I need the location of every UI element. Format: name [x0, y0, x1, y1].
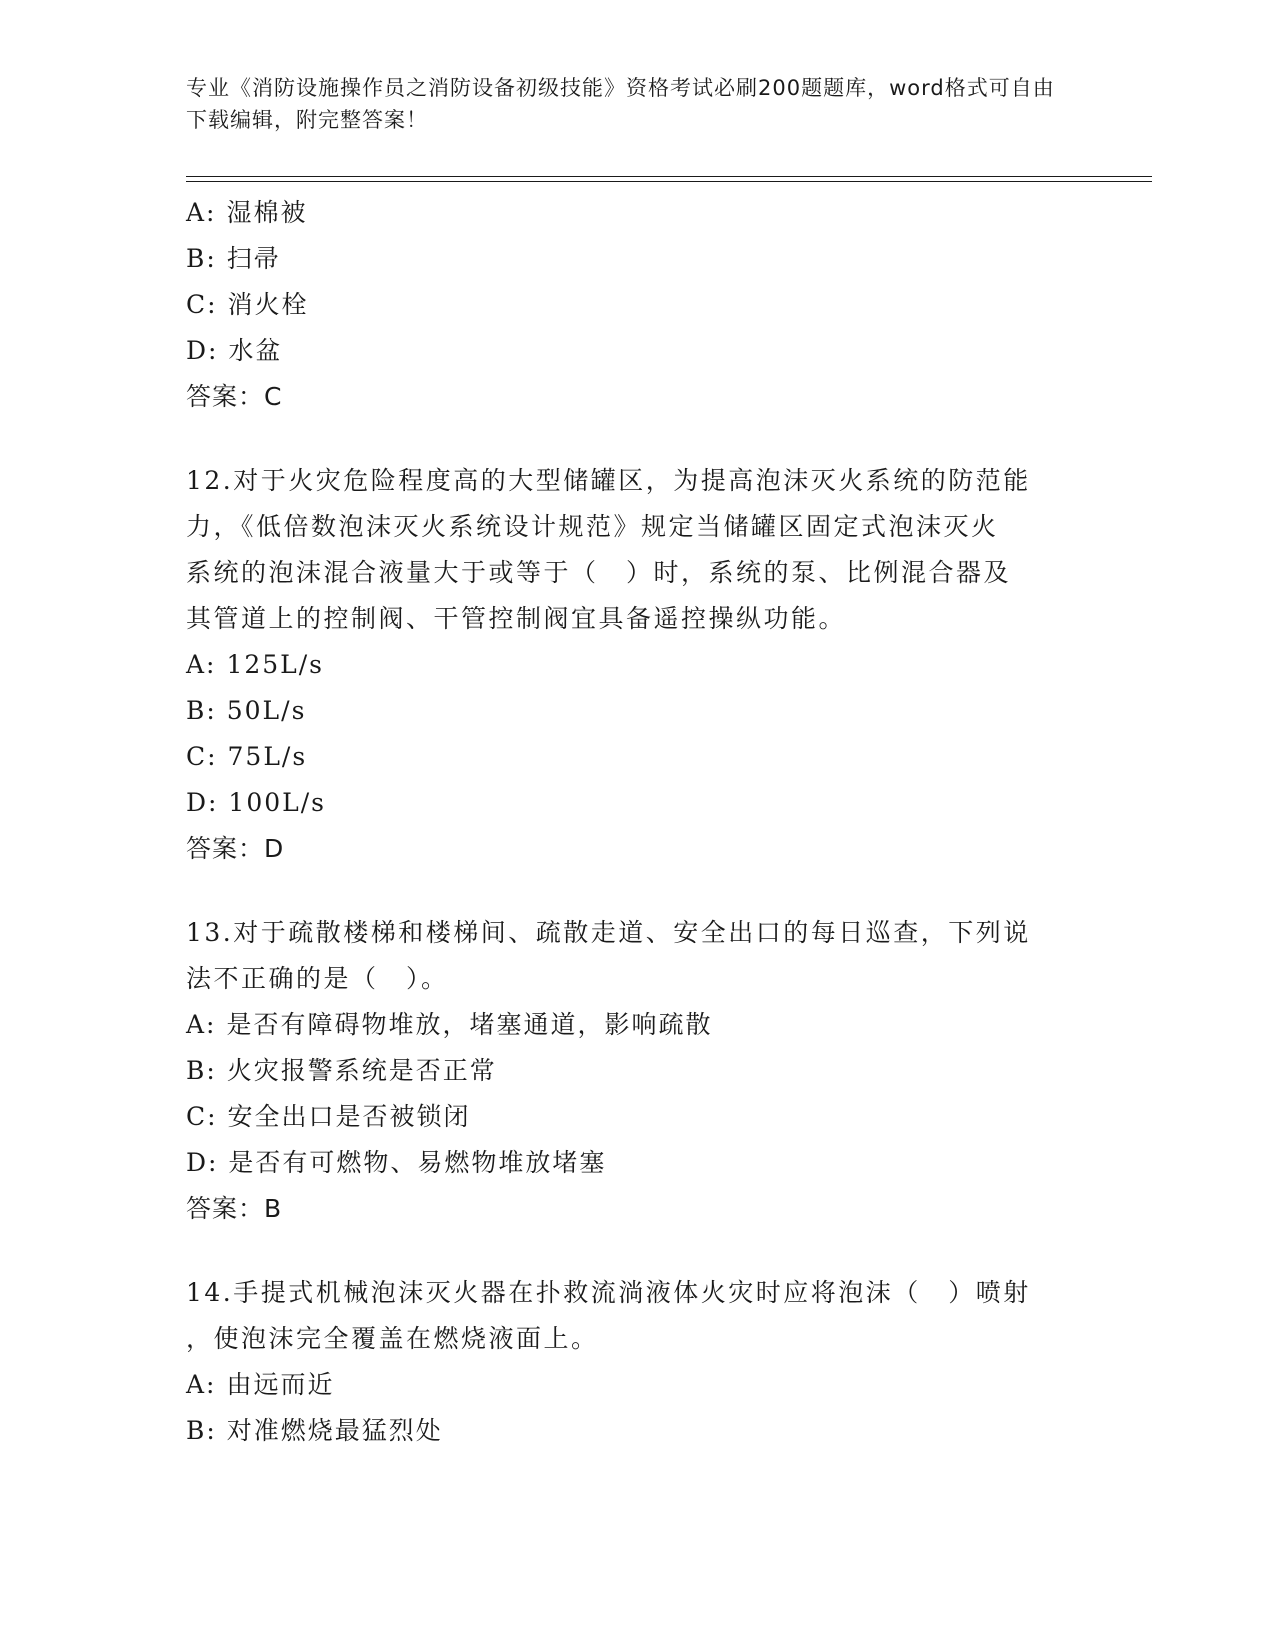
- question-text: 14.手提式机械泡沫灭火器在扑救流淌液体火灾时应将泡沫（ ）喷射 ，使泡沫完全覆盖在燃烧液面上。: [186, 1278, 1031, 1353]
- option-b: B: 对准燃烧最猛烈处: [186, 1416, 443, 1445]
- question-block-14: [186, 1270, 1076, 1454]
- answer-line: 答案：D: [186, 834, 285, 863]
- header-rule-bottom: [186, 181, 1152, 182]
- answer-line: 答案：C: [186, 382, 283, 411]
- option-c: C: 安全出口是否被锁闭: [186, 1102, 471, 1131]
- option-c: C: 75L/s: [186, 742, 308, 771]
- question-list: [186, 190, 1076, 1454]
- option-a: A: 由远而近: [186, 1370, 335, 1399]
- option-a: A: 湿棉被: [186, 198, 308, 227]
- question-block-12: [186, 458, 1076, 872]
- document-header: 专业《消防设施操作员之消防设备初级技能》资格考试必刷200题题库，word格式可自由下载编辑，附完整答案！: [186, 76, 1055, 132]
- question-text: 13.对于疏散楼梯和楼梯间、疏散走道、安全出口的每日巡查，下列说 法不正确的是（ ）。: [186, 918, 1031, 993]
- option-d: D: 水盆: [186, 336, 283, 365]
- header-rule-top: [186, 176, 1152, 177]
- option-a: A: 是否有障碍物堆放，堵塞通道，影响疏散: [186, 1010, 713, 1039]
- question-block-13: [186, 910, 1076, 1232]
- answer-line: 答案：B: [186, 1194, 283, 1223]
- question-block-11: [186, 190, 1076, 420]
- option-b: B: 50L/s: [186, 696, 307, 725]
- option-b: B: 火灾报警系统是否正常: [186, 1056, 497, 1085]
- option-d: D: 是否有可燃物、易燃物堆放堵塞: [186, 1148, 607, 1177]
- question-text: 12.对于火灾危险程度高的大型储罐区，为提高泡沫灭火系统的防范能 力，《低倍数泡沫灭火系统设计规范》规定当储罐区固定式泡沫灭火 系统的泡沫混合液量大于或等于（ ）时，系统的泵、比例混合器及 其管道上的控制阀、干管控制阀宜具备遥控操纵功能。: [186, 466, 1031, 633]
- option-d: D: 100L/s: [186, 788, 326, 817]
- option-a: A: 125L/s: [186, 650, 325, 679]
- option-b: B: 扫帚: [186, 244, 281, 273]
- option-c: C: 消火栓: [186, 290, 309, 319]
